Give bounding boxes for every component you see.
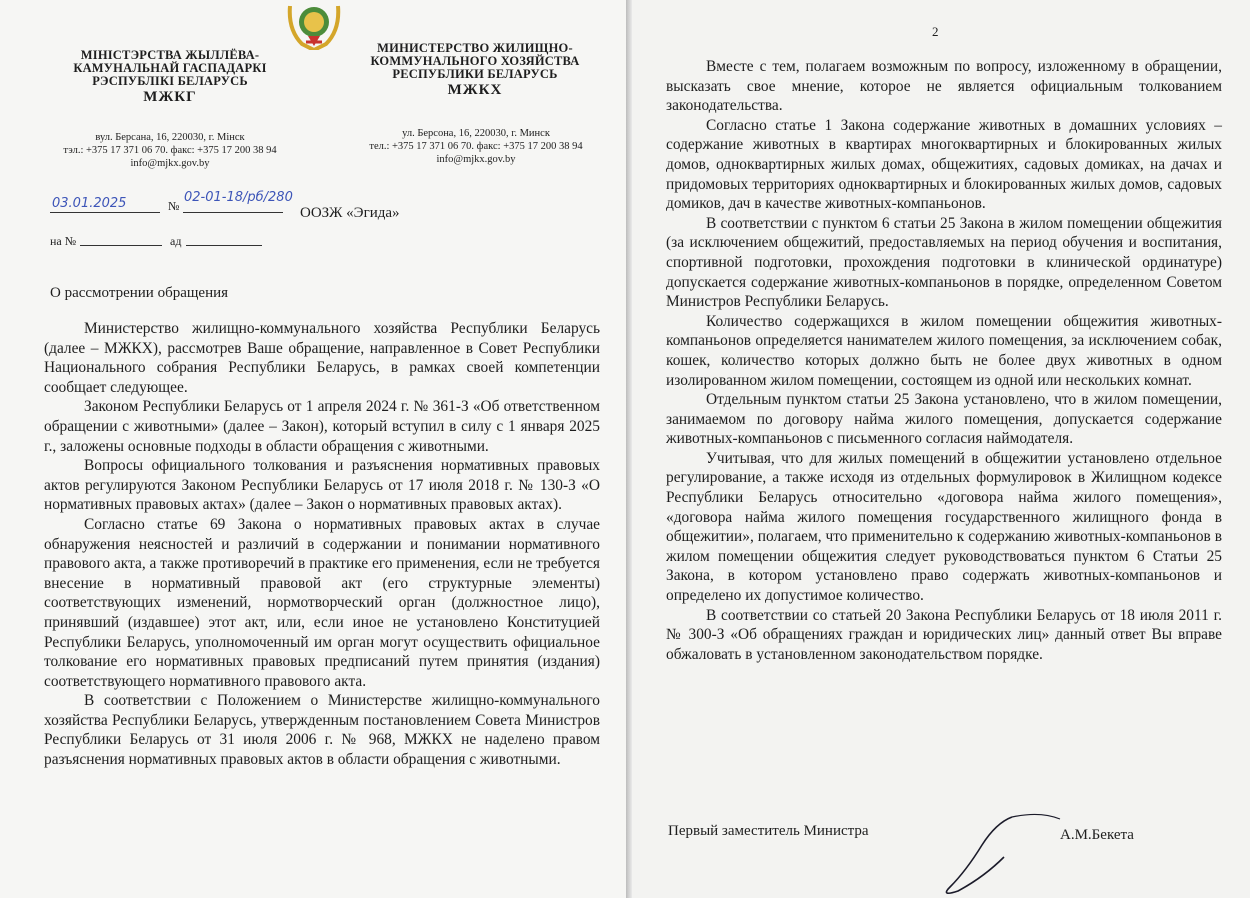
registration-number-sign: № — [168, 199, 180, 213]
paragraph: Вместе с тем, полагаем возможным по вопросу, изложенному в обращении, высказать свое мнение, которое не является официальным толкованием законодательства. — [666, 58, 1222, 115]
reference-line — [80, 245, 162, 246]
reference-label: на № — [50, 234, 77, 248]
paragraph: Законом Республики Беларусь от 1 апреля 2024 г. № 361-З «Об ответственном обращении с животными» (далее – Закон), который вступил в силу с 1 января 2025 г., заложены основные подходы в области обращения с животными. — [44, 398, 600, 455]
subject-line: О рассмотрении обращения — [50, 285, 229, 301]
signatory-role: Первый заместитель Министра — [668, 823, 869, 839]
paragraph: Отдельным пунктом статьи 25 Закона установлено, что в жилом помещении, занимаемом по договору найма жилого помещения, допускается содержание животных-компаньонов с письменного согласия наймодателя. — [666, 391, 1222, 448]
registration-number: 02-01-18/рб/280 — [184, 190, 293, 205]
recipient: ООЗЖ «Эгида» — [300, 205, 400, 221]
reference-from-line — [186, 245, 262, 246]
page-one-body — [44, 319, 600, 770]
letterhead-by-title: МІНІСТЭРСТВА ЖЫЛЛЁВА-КАМУНАЛЬНАЙ ГАСПАДАРКІ РЭСПУБЛІКІ БЕЛАРУСЬ МЖКГ — [70, 49, 270, 104]
reference-from-label: ад — [170, 234, 182, 248]
letterhead-ru-title: МИНИСТЕРСТВО ЖИЛИЩНО-КОММУНАЛЬНОГО ХОЗЯЙСТВА РЕСПУБЛИКИ БЕЛАРУСЬ МЖКХ — [360, 42, 590, 97]
paragraph: Количество содержащихся в жилом помещении общежития животных-компаньонов определяется нанимателем жилого помещения, за исключением собак, кошек, количество которых должно быть не более двух животных в одном изолированном жилом помещении, состоящем из одной или нескольких комнат. — [666, 312, 1222, 389]
paragraph: В соответствии со статьей 20 Закона Республики Беларусь от 18 июля 2011 г. № 300-З «Об обращениях граждан и юридических лиц» данный ответ Вы вправе обжаловать в установленном законодательством порядке. — [666, 606, 1222, 663]
registration-date: 03.01.2025 — [52, 196, 127, 211]
state-emblem-icon — [284, 0, 344, 50]
page-number: 2 — [932, 24, 939, 39]
letterhead-ru-abbr: МЖКХ — [447, 82, 503, 98]
letterhead-by-contacts: вул. Берсана, 16, 220030, г. Мінск тэл.: +375 17 371 06 70. факс: +375 17 200 38 94 info@mjkx.gov.by — [63, 132, 277, 169]
paragraph: Министерство жилищно-коммунального хозяйства Республики Беларусь (далее – МЖКХ), рассмотрев Ваше обращение, направленное в Совет Республики Национального собрания Республики Беларусь, в рамках своей компетенции сообщает следующее. — [44, 320, 600, 396]
page-two-body — [666, 57, 1222, 664]
registration-number-line — [183, 212, 283, 213]
paragraph: Согласно статье 1 Закона содержание животных в домашних условиях – содержание животных в квартирах многоквартирных и блокированных жилых домов, одноквартирных жилых домах, общежитиях, садовых домиках, на дачах и придомовых территориях одноквартирных и блокированных жилых домов, садовых домиков, дач в качестве животных-компаньонов. — [666, 116, 1222, 213]
paragraph: Учитывая, что для жилых помещений в общежитии установлено отдельное регулирование, а также исходя из отдельных формулировок в Жилищном кодексе Республики Беларусь относительно «договора найма жилого помещения», «договора найма жилого помещения государственного жилищного фонда в общежитии», полагаем, что применительно к содержанию животных-компаньонов в жилом помещении общежития следует руководствоваться пунктом 6 Статьи 25 Закона, в котором установлено право содержать животных-компаньонов и определено их допустимое количество. — [666, 449, 1222, 605]
paragraph: Вопросы официального толкования и разъяснения нормативных правовых актов регулируются Законом Республики Беларусь от 17 июля 2018 г. № 130-З «О нормативных правовых актах» (далее – Закон о нормативных правовых актах). — [44, 457, 600, 514]
letterhead-ru-contacts: ул. Берсона, 16, 220030, г. Минск тел.: +375 17 371 06 70. факс: +375 17 200 38 94 info@mjkx.gov.by — [369, 128, 583, 165]
registration-date-line — [50, 212, 160, 213]
paragraph: Согласно статье 69 Закона о нормативных правовых актах в случае обнаружения неясностей и различий в содержании и понимании нормативного правового акта, а также противоречий в практике его применения, если не требуется внесение в нормативный правовой акт (его структурные элементы) соответствующих изменений, нормотворческий орган (должностное лицо), принявший (издавшее) этот акт, или, если иное не установлено Конституцией Республики Беларусь, уполномоченный им орган могут осуществить официальное толкование его нормативных правовых предписаний путем принятия (издания) соответствующего нормативного правового акта. — [44, 515, 600, 690]
handwritten-signature-icon — [900, 805, 1080, 898]
paragraph: В соответствии с Положением о Министерстве жилищно-коммунального хозяйства Республики Беларусь, утвержденным постановлением Совета Министров Республики Беларусь от 31 июля 2006 г. № 968, МЖКХ не наделено правом разъяснения нормативных правовых актов в области обращения с животными. — [44, 692, 600, 769]
paragraph: В соответствии с пунктом 6 статьи 25 Закона в жилом помещении общежития (за исключением общежитий, предоставляемых на период обучения и воспитания, спортивной подготовки, прохождения подготовки в клинической ординатуре) допускается содержание животных-компаньонов в порядке, определенном Советом Министров Республики Беларусь. — [666, 214, 1222, 311]
signatory-name: А.М.Бекета — [1060, 827, 1134, 843]
letterhead-by-abbr: МЖКГ — [143, 89, 197, 105]
